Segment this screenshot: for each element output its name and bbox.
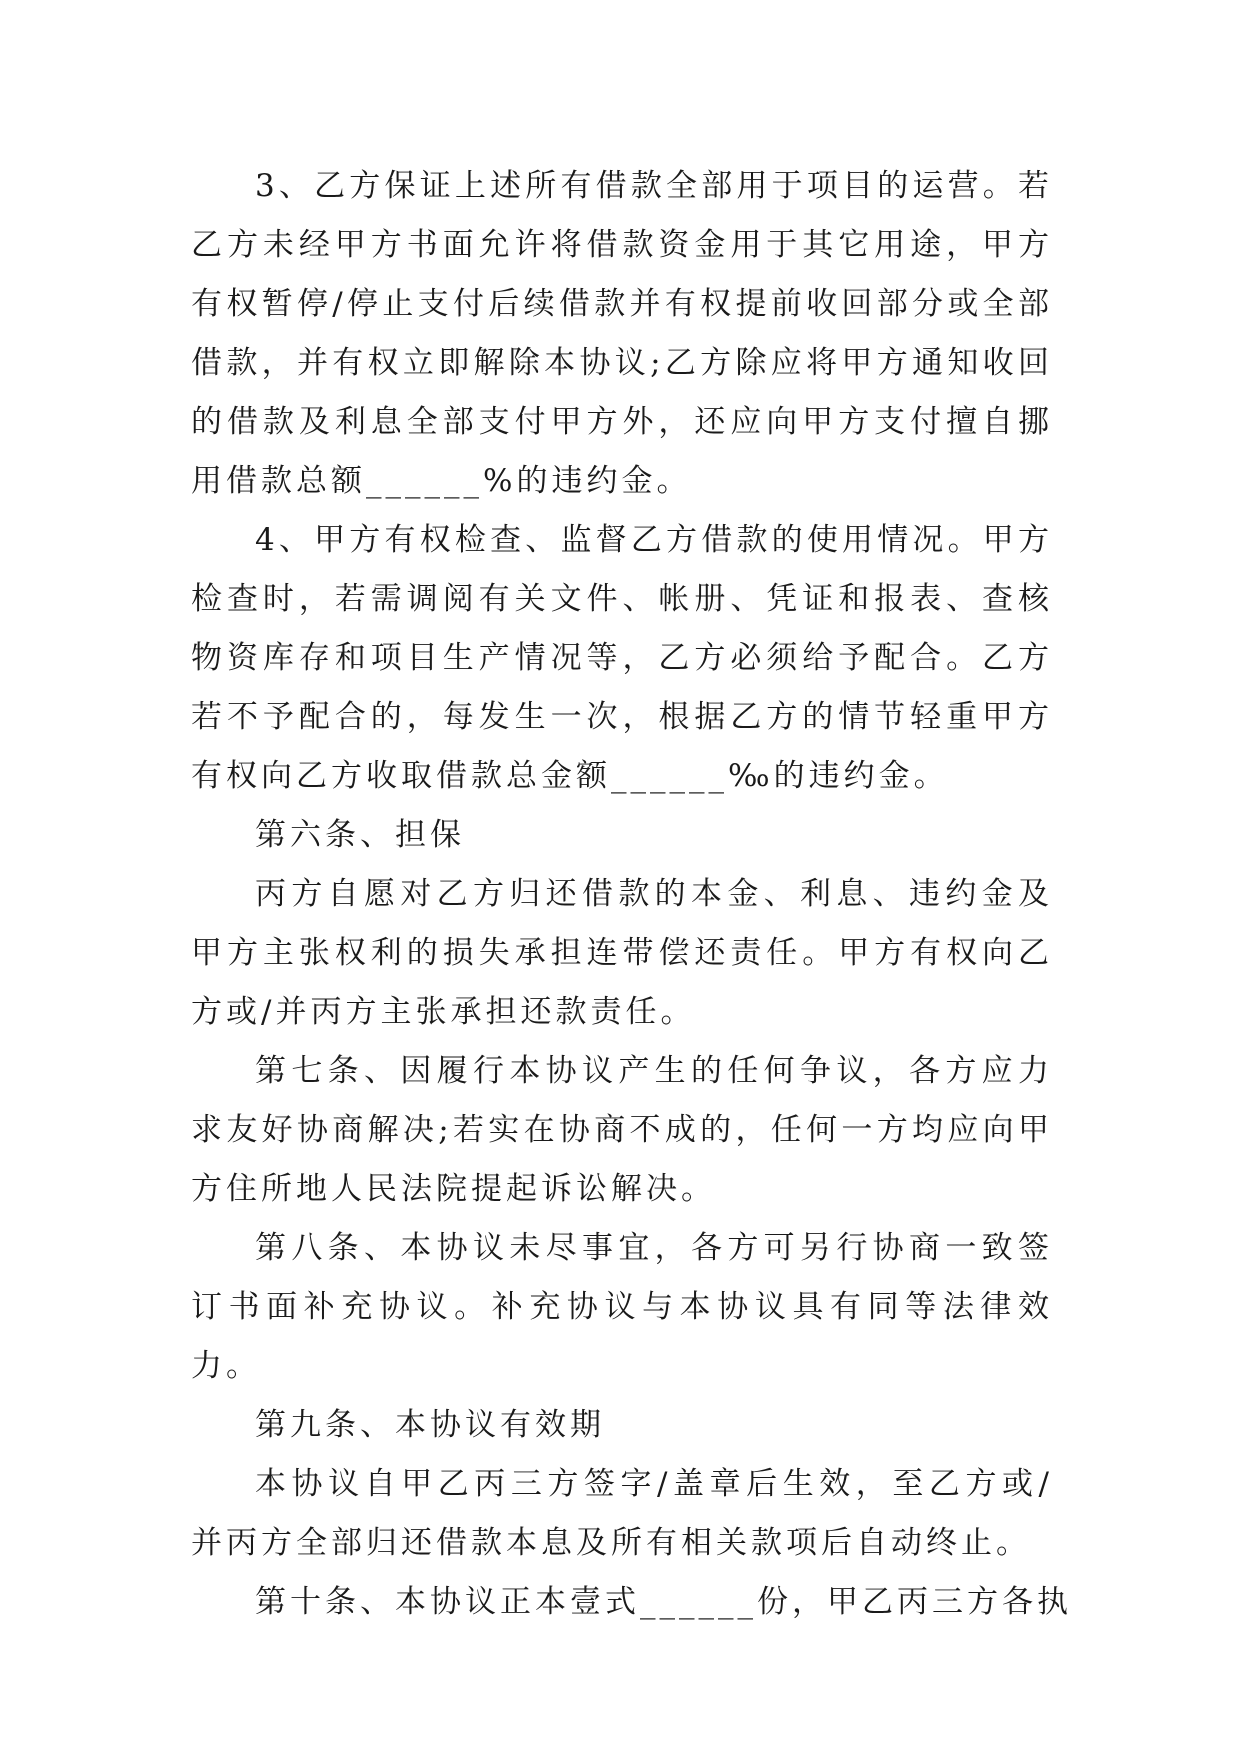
article-9-heading: 第九条、本协议有效期: [255, 1407, 605, 1443]
article-6-heading: 第六条、担保: [255, 817, 465, 853]
article-10-paragraph: 第十条、本协议正本壹式______份，甲乙丙三方各执: [255, 1584, 1072, 1620]
article-8-paragraph: 第八条、本协议未尽事宜，各方可另行协商一致签订书面补充协议。补充协议与本协议具有同等法律效力。: [191, 1230, 1053, 1384]
document-page: [191, 157, 1072, 1632]
article-6-body: 丙方自愿对乙方归还借款的本金、利息、违约金及甲方主张权利的损失承担连带偿还责任。甲方有权向乙方或/并丙方主张承担还款责任。: [191, 876, 1053, 1030]
clause-3-paragraph: 3、乙方保证上述所有借款全部用于项目的运营。若乙方未经甲方书面允许将借款资金用于其它用途，甲方有权暂停/停止支付后续借款并有权提前收回部分或全部借款，并有权立即解除本协议;乙方除应将甲方通知收回的借款及利息全部支付甲方外，还应向甲方支付擅自挪用借款总额______%的违约金。: [191, 168, 1053, 499]
article-7-paragraph: 第七条、因履行本协议产生的任何争议，各方应力求友好协商解决;若实在协商不成的，任何一方均应向甲方住所地人民法院提起诉讼解决。: [191, 1053, 1053, 1207]
article-9-body: 本协议自甲乙丙三方签字/盖章后生效，至乙方或/并丙方全部归还借款本息及所有相关款项后自动终止。: [191, 1466, 1053, 1561]
clause-4-paragraph: 4、甲方有权检查、监督乙方借款的使用情况。甲方检查时，若需调阅有关文件、帐册、凭证和报表、查核物资库存和项目生产情况等，乙方必须给予配合。乙方若不予配合的，每发生一次，根据乙方的情节轻重甲方有权向乙方收取借款总金额______‰的违约金。: [191, 522, 1053, 794]
